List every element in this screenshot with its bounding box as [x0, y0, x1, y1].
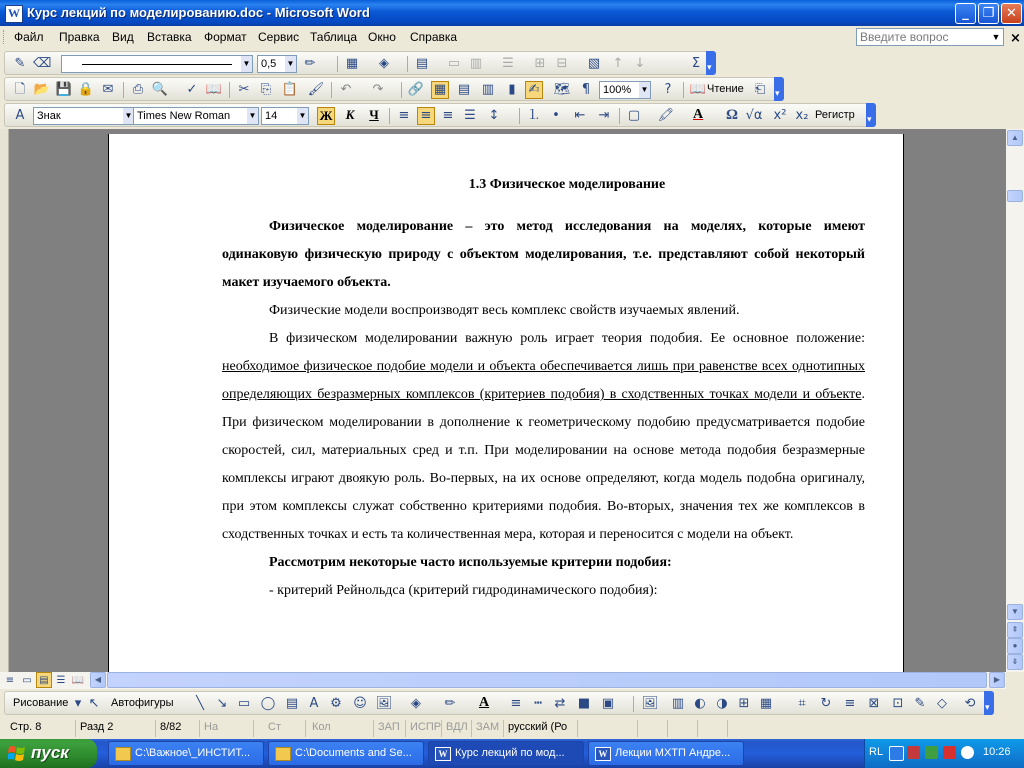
toolbar-options-icon[interactable] [706, 51, 716, 75]
paragraph-criteria-intro: Рассмотрим некоторые часто используемые критерии подобия: [269, 555, 672, 570]
start-button[interactable] [0, 739, 97, 768]
style-select[interactable] [33, 107, 135, 125]
reset-picture-icon[interactable]: ⟲ [964, 696, 976, 711]
arrow-icon[interactable]: ↘ [216, 696, 228, 711]
menu-edit[interactable]: Правка [59, 30, 100, 44]
autoshapes-menu[interactable]: Автофигуры [111, 697, 174, 709]
outline-view-icon[interactable]: ☰ [56, 675, 66, 686]
folder-icon [275, 747, 291, 761]
save-icon[interactable]: 💾 [55, 82, 73, 97]
reading-layout-icon[interactable]: 📖 [689, 82, 707, 97]
status-rec[interactable]: ЗАП [374, 720, 406, 737]
cut-icon[interactable]: ✂ [238, 82, 250, 97]
borders-icon[interactable]: ▢ [627, 108, 641, 123]
horizontal-scroll-thumb[interactable] [107, 672, 987, 688]
line-style-select[interactable] [61, 55, 253, 73]
split-cells-icon[interactable]: ▥ [469, 56, 483, 71]
print-icon[interactable]: ⎙ [132, 82, 144, 97]
line-style-sample [82, 64, 232, 65]
vertical-scrollbar[interactable] [1006, 129, 1024, 672]
shading-color-icon[interactable]: ◈ [379, 56, 389, 71]
align-icon[interactable]: ⊞ [738, 696, 750, 711]
email-icon[interactable]: ✉ [102, 82, 114, 97]
register-label[interactable]: Регистр [815, 109, 855, 121]
similarity-details: . При физическом моделировании в дополнение к геометрическому подобию предусматривается подобие скоростей, сил, материальных сред и т.п. При моделировании на основе метода подобия безразмерные комплексы играют двоякую роль. Во-первых, на их основе определяют, когда модель подобна оригиналу, при этом комплексы служат собственно критериями подобия. Во-вторых, значения тех же комплексов в сходственных точках и есть та количественная мера, которая и переносится с модели на объект. [222, 387, 865, 542]
taskbar-item-label: C:\Documents and Se... [295, 747, 412, 759]
toolbar-separator [683, 82, 684, 98]
diagram-icon[interactable]: ⚙ [330, 696, 342, 711]
toolbar-separator [331, 82, 332, 98]
toolbar-separator [401, 82, 402, 98]
word-document-icon: W [435, 747, 451, 761]
chevron-down-icon[interactable]: ▼ [639, 82, 650, 98]
status-at: На [200, 720, 254, 737]
chevron-down-icon[interactable]: ▼ [991, 32, 1001, 42]
picture-icon[interactable]: 🖼 [641, 696, 659, 711]
drawing-toolbar-row [0, 690, 1024, 717]
drawing-menu[interactable]: Рисование [13, 697, 69, 709]
style-value: Знак [37, 110, 61, 122]
text-wrap-icon[interactable]: ⊡ [892, 696, 904, 711]
columns-chart-icon[interactable]: ▥ [671, 696, 685, 711]
circle-icon[interactable]: ◑ [716, 696, 728, 711]
system-tray [864, 739, 1024, 768]
menu-grip[interactable] [3, 30, 7, 44]
taskbar-item-label: Курс лекций по мод... [455, 747, 565, 759]
title-bar [0, 0, 1024, 26]
columns-icon[interactable]: ▮ [508, 82, 516, 97]
sort-ascending-icon[interactable]: ↑ [612, 56, 624, 71]
align-cell-icon[interactable]: ☰ [502, 56, 514, 71]
dash-style-icon[interactable]: ┅ [534, 696, 542, 711]
insert-excel-icon[interactable]: ▥ [481, 82, 495, 97]
table-autoformat-icon[interactable]: ▧ [587, 56, 601, 71]
line-color-icon[interactable]: ✏ [444, 696, 456, 711]
chevron-down-icon[interactable]: ▼ [241, 56, 252, 72]
increase-indent-icon[interactable]: ⇥ [598, 108, 610, 123]
restore-button[interactable]: ❐ [978, 3, 999, 24]
toolbar-separator [389, 108, 390, 124]
3d-style-icon[interactable]: ▣ [601, 696, 615, 711]
fill-color-icon[interactable]: ◈ [411, 696, 421, 711]
font-color-icon[interactable]: A [692, 107, 704, 122]
font-select[interactable] [133, 107, 259, 125]
bullets-icon[interactable]: • [552, 108, 560, 123]
scroll-left-icon[interactable]: ◀ [90, 672, 106, 688]
similarity-principle: необходимое физическое подобие модели и объекта обеспечивается лишь при равенстве всех однотипных определяющих безразмерных комплексов (критериев подобия) в сходственных точках модели и объекте [222, 359, 865, 402]
half-circle-icon[interactable]: ◐ [694, 696, 706, 711]
windows-logo-icon [8, 745, 26, 762]
pilcrow-icon[interactable]: ¶ [581, 82, 591, 97]
styles-pane-icon[interactable]: A [15, 108, 25, 123]
insert-table-icon[interactable]: ▤ [457, 82, 471, 97]
next-page-icon[interactable]: ⇟ [1007, 654, 1023, 670]
equation-icon[interactable]: √α [745, 108, 763, 123]
status-spelling [578, 720, 638, 737]
chevron-down-icon[interactable]: ▼ [297, 108, 308, 124]
select-objects-icon[interactable]: ↖ [88, 696, 100, 711]
toolbar-separator [407, 56, 408, 72]
line-weight-select[interactable] [257, 55, 297, 73]
paragraph-definition: Физическое моделирование – это метод исследования на моделях, которые имеют одинаковую физическую природу с объектом моделирования, т.е. представляют собой некоторый макет изучаемого объекта. [222, 219, 865, 290]
network-icon[interactable] [907, 746, 920, 759]
language-indicator[interactable]: RL [869, 746, 884, 758]
minimize-button[interactable]: _ [955, 3, 976, 24]
close-button[interactable]: ✕ [1001, 3, 1022, 24]
tables-borders-icon[interactable]: ▦ [431, 81, 449, 99]
permission-icon[interactable]: 🔒 [77, 82, 95, 97]
taskbar-item[interactable] [588, 741, 744, 766]
status-blank-2 [668, 720, 698, 737]
tables-borders-toolbar-row [0, 50, 1024, 76]
oval-icon[interactable]: ◯ [260, 696, 276, 711]
toolbar-separator [619, 108, 620, 124]
italic-button[interactable]: К [345, 107, 355, 122]
tray-arrow-icon[interactable] [889, 746, 904, 761]
antivirus-icon[interactable] [925, 746, 938, 759]
toolbar-options-icon[interactable] [866, 103, 876, 127]
format-picture-icon[interactable]: ✎ [914, 696, 926, 711]
align-left-icon[interactable]: ≡ [398, 108, 410, 123]
chevron-down-icon[interactable]: ▼ [123, 108, 134, 124]
research-icon[interactable]: 📖 [205, 82, 223, 97]
font-size-select[interactable] [261, 107, 309, 125]
align-center-icon[interactable]: ≡ [417, 107, 435, 125]
scroll-down-icon[interactable]: ▼ [1007, 604, 1023, 620]
web-layout-icon[interactable]: ▭ [22, 675, 32, 686]
start-label: пуск [31, 743, 69, 762]
new-document-icon[interactable]: 🗋 [14, 82, 26, 97]
formatting-toolbar [4, 103, 876, 127]
spelling-icon[interactable]: ✓ [186, 82, 198, 97]
menu-tools[interactable]: Сервис [258, 30, 300, 44]
line-weight-value: 0,5 [261, 58, 277, 70]
taskbar [0, 739, 1024, 768]
wordart-icon[interactable]: A [309, 696, 319, 711]
undo-icon[interactable]: ↶ [340, 82, 352, 97]
toolbar-separator [633, 696, 634, 712]
chevron-down-icon[interactable]: ▼ [247, 108, 258, 124]
rotate-icon[interactable]: ↻ [820, 696, 832, 711]
horizontal-scrollbar[interactable] [0, 672, 1006, 689]
help-icon[interactable]: ? [664, 82, 672, 97]
copy-icon[interactable]: ⎘ [260, 82, 272, 97]
status-ovr[interactable]: ЗАМ [472, 720, 504, 737]
taskbar-item-active[interactable] [428, 741, 584, 766]
toolbar-options-icon[interactable] [774, 77, 784, 101]
line-style-icon[interactable]: ≡ [510, 696, 522, 711]
line-spacing-icon[interactable]: ↕ [488, 108, 500, 123]
clock[interactable]: 10:26 [983, 746, 1011, 758]
print-layout-icon[interactable]: ▤ [36, 672, 52, 688]
font-color-icon[interactable]: A [478, 695, 490, 710]
taskbar-item-label: Лекции МХТП Андре... [615, 747, 731, 759]
numbering-icon[interactable]: ⒈ [527, 108, 541, 123]
security-icon[interactable] [943, 746, 956, 759]
superscript-icon[interactable]: x² [773, 108, 787, 123]
word-document-icon: W [595, 747, 611, 761]
word-app-icon[interactable]: W [5, 5, 23, 23]
merge-cells-icon[interactable]: ▭ [447, 56, 461, 71]
menu-help[interactable]: Справка [410, 30, 458, 44]
open-folder-icon[interactable]: 📂 [33, 82, 51, 97]
document-page[interactable] [108, 134, 904, 672]
omega-symbol-icon[interactable]: Ω [725, 107, 738, 123]
subscript-icon[interactable]: x₂ [795, 108, 809, 123]
rectangle-icon[interactable]: ▭ [237, 696, 251, 711]
chevron-down-icon[interactable]: ▼ [285, 56, 296, 72]
highlight-icon[interactable]: 🖍 [657, 108, 675, 123]
tables-borders-toolbar [4, 51, 716, 75]
standard-toolbar [4, 77, 784, 101]
crop-icon[interactable]: ⌗ [798, 696, 806, 711]
outside-border-icon[interactable]: ▦ [345, 56, 359, 71]
grid-icon[interactable]: ▦ [759, 696, 773, 711]
bluetooth-icon[interactable] [961, 746, 974, 759]
document-close-icon[interactable]: × [1010, 31, 1021, 46]
status-trk[interactable]: ИСПР [406, 720, 442, 737]
menu-insert[interactable]: Вставка [147, 30, 192, 44]
help-search-box[interactable] [856, 28, 1004, 46]
status-blank-3 [698, 720, 728, 737]
arrow-style-icon[interactable]: ⇄ [554, 696, 566, 711]
toolbar-separator [519, 108, 520, 124]
hyperlink-icon[interactable]: 🔗 [407, 82, 425, 97]
insert-picture-icon[interactable]: 🖼 [375, 696, 393, 711]
distribute-rows-icon[interactable]: ⊞ [534, 56, 546, 71]
bold-button[interactable]: Ж [317, 107, 335, 125]
toolbar-separator [123, 82, 124, 98]
drawing-toolbar [4, 691, 994, 715]
autosum-icon[interactable]: Σ [691, 56, 701, 71]
acrobat-icon[interactable]: ⎗ [754, 82, 766, 97]
window-title: Курс лекций по моделированию.doc - Microsoft Word [27, 5, 370, 20]
paragraph-reynolds: - критерий Рейнольдса (критерий гидродинамического подобия): [269, 583, 658, 598]
folder-icon [115, 747, 131, 761]
font-size-value: 14 [265, 110, 278, 122]
paste-icon[interactable]: 📋 [281, 82, 299, 97]
status-column: Кол [308, 720, 374, 737]
clip-art-icon[interactable]: ☺ [353, 696, 367, 711]
taskbar-item[interactable] [108, 741, 264, 766]
vertical-ruler [0, 129, 9, 672]
eraser-icon[interactable]: ⌫ [33, 56, 52, 71]
compress-icon[interactable]: ⊠ [868, 696, 880, 711]
draw-table-icon[interactable]: ✎ [14, 56, 26, 71]
insert-table-icon[interactable]: ▤ [415, 56, 429, 71]
drawing-toggle-icon[interactable]: ✍ [525, 81, 543, 99]
status-bar [0, 717, 1024, 739]
scroll-right-icon[interactable]: ▶ [989, 672, 1005, 688]
distribute-columns-icon[interactable]: ⊟ [556, 56, 568, 71]
line-weight-icon[interactable]: ≡ [844, 696, 856, 711]
zoom-select[interactable] [599, 81, 651, 99]
shadow-style-icon[interactable]: ■ [577, 696, 591, 711]
zoom-value: 100% [603, 84, 632, 96]
section-heading: 1.3 Физическое моделирование [468, 177, 666, 192]
text-box-icon[interactable]: ▤ [285, 696, 299, 711]
chevron-down-icon[interactable]: ▾ [74, 696, 82, 711]
formatting-toolbar-row [0, 102, 1024, 128]
reading-label[interactable]: Чтение [707, 83, 744, 95]
document-workspace [0, 129, 1006, 672]
standard-toolbar-row [0, 76, 1024, 102]
border-color-icon[interactable]: ✏ [304, 56, 316, 71]
help-search-placeholder: Введите вопрос [860, 30, 949, 44]
transparent-color-icon[interactable]: ◇ [937, 696, 947, 711]
taskbar-item-label: C:\Важное\_ИНСТИТ... [135, 747, 251, 759]
status-pages: 8/82 [156, 720, 200, 737]
menu-view[interactable]: Вид [112, 30, 134, 44]
reading-view-icon[interactable]: 📖 [71, 675, 85, 686]
menu-window[interactable]: Окно [368, 30, 396, 44]
font-value: Times New Roman [137, 110, 231, 122]
toolbar-options-icon[interactable] [984, 691, 994, 715]
previous-page-icon[interactable]: ⇞ [1007, 622, 1023, 638]
format-painter-icon[interactable]: 🖌 [307, 82, 325, 97]
status-ext[interactable]: ВДЛ [442, 720, 472, 737]
scroll-thumb[interactable] [1007, 190, 1023, 202]
decrease-indent-icon[interactable]: ⇤ [574, 108, 586, 123]
menu-table[interactable]: Таблица [310, 30, 358, 44]
status-blank-1 [638, 720, 668, 737]
status-line: Ст [264, 720, 306, 737]
align-right-icon[interactable]: ≡ [442, 108, 454, 123]
paragraph-physical-models: Физические модели воспроизводят весь комплекс свойств изучаемых явлений. [269, 303, 740, 318]
status-page: Стр. 8 [6, 720, 76, 737]
status-language[interactable]: русский (Ро [504, 720, 578, 737]
normal-view-icon[interactable]: ≡ [5, 675, 15, 686]
underline-button[interactable]: Ч [369, 107, 379, 122]
toolbar-separator [337, 56, 338, 72]
select-browse-object-icon[interactable]: ● [1007, 638, 1023, 654]
menu-format[interactable]: Формат [204, 30, 247, 44]
status-section: Разд 2 [76, 720, 156, 737]
toolbar-separator [229, 82, 230, 98]
paragraph-similarity-theory [222, 325, 865, 549]
scroll-up-icon[interactable]: ▲ [1007, 130, 1023, 146]
line-icon[interactable]: ╲ [196, 696, 204, 711]
document-text[interactable] [222, 134, 865, 605]
print-preview-icon[interactable]: 🔍 [151, 82, 169, 97]
menu-file[interactable]: Файл [14, 30, 44, 44]
sort-descending-icon[interactable]: ↓ [634, 56, 646, 71]
taskbar-item[interactable] [268, 741, 424, 766]
similarity-intro: В физическом моделировании важную роль играет теория подобия. Ее основное положение: [269, 331, 865, 346]
justify-icon[interactable]: ☰ [464, 108, 476, 123]
redo-icon[interactable]: ↷ [372, 82, 384, 97]
document-map-icon[interactable]: 🗺 [553, 82, 571, 97]
